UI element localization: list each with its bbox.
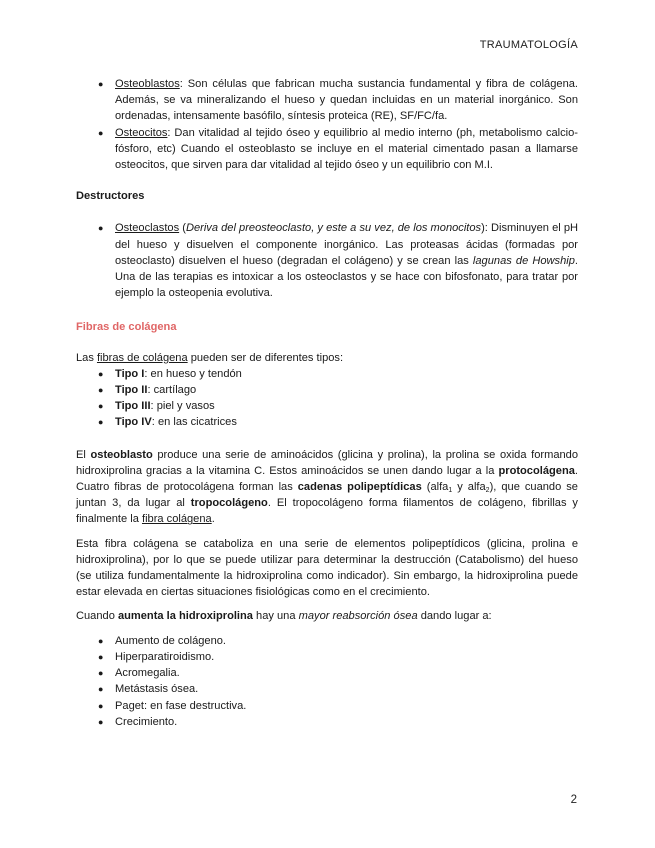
page-content (76, 76, 578, 730)
tipo-desc: : cartílago (147, 384, 197, 397)
intro-pre: Las (76, 351, 97, 364)
subscript: 2 (485, 487, 490, 495)
list-item-osteoclastos (76, 220, 578, 301)
causa-text: Paget: en fase destructiva. (115, 699, 247, 712)
list-item-tipo (76, 414, 578, 430)
text: ), que cuando se juntan 3, da lugar al (76, 481, 578, 510)
list-item-osteocitos (76, 125, 578, 174)
term-osteoblastos: Osteoblastos (115, 78, 180, 90)
osteoclastos-origin-note: Deriva del preosteoclasto, y este a su vez, de los monocitos (185, 222, 482, 235)
term-protocolagena: protocolágena (498, 464, 575, 477)
subscript: 1 (448, 487, 453, 495)
causa-text: Aumento de colágeno. (115, 634, 227, 647)
text: y alfa (452, 481, 486, 494)
paragraph-osteoblasto (76, 447, 578, 528)
bullet-icon: ● (98, 700, 104, 711)
list-item-causa (76, 714, 578, 730)
section-heading-fibras: Fibras de colágena (76, 321, 177, 334)
tipo-label: Tipo IV (115, 416, 152, 429)
destructores-list (76, 220, 578, 301)
text: (alfa (421, 481, 449, 494)
text: El (76, 448, 91, 461)
causa-text: Hiperparatiroidismo. (115, 650, 215, 663)
tipo-label: Tipo I (115, 367, 145, 380)
tipo-desc: : piel y vasos (150, 400, 215, 413)
fibras-intro (76, 350, 578, 366)
bullet-icon: ● (98, 716, 104, 727)
list-item-tipo (76, 398, 578, 414)
list-item-causa (76, 698, 578, 714)
paragraph-hidroxiprolina (76, 608, 578, 624)
fibras-link: fibras de colágena (96, 351, 188, 364)
osteocitos-text: : Dan vitalidad al tejido óseo y equilibrio al medio interno (ph, metabolismo calcio-fósforo, etc) Cuando el osteoblasto se incluye en el material cimentado pasan a llamarse osteocitos, que sirven para dar vitalidad al tejido óseo y un equilibrio con M.I. (115, 126, 578, 172)
tipo-label: Tipo III (115, 400, 151, 413)
paren-open: ( (179, 222, 186, 235)
term-osteoclastos: Osteoclastos (115, 222, 180, 235)
causa-text: Metástasis ósea. (115, 683, 199, 696)
text: . El tropocolágeno forma filamentos de colágeno, fibrillas y finalmente la (76, 497, 578, 526)
bullet-icon: ● (98, 385, 104, 396)
term-reabsorcion: mayor reabsorción ósea (298, 610, 418, 623)
list-item-osteoblastos (76, 76, 578, 125)
page-number: 2 (570, 794, 577, 806)
term-osteoblasto: osteoblasto (90, 448, 153, 461)
list-item-causa (76, 649, 578, 665)
term-tropocolageno: tropocolágeno (190, 497, 268, 510)
intro-post: pueden ser de diferentes tipos: (187, 351, 344, 364)
osteoblastos-text: : Son células que fabrican mucha sustancia fundamental y fibra de colágena. Además, se va mineralizando el hueso y quedan incluidas en un material inorgánico. Son ordenadas, intensamente basófilo, síntesis proteica (RE), SF/FC/fa. (115, 78, 578, 123)
term-cadenas: cadenas polipeptídicas (297, 481, 422, 494)
bullet-icon: ● (98, 79, 104, 89)
tipos-list (76, 366, 578, 431)
bullet-icon: ● (98, 401, 104, 412)
bullet-icon: ● (98, 684, 104, 695)
bullet-icon: ● (98, 417, 104, 428)
term-fibra-colagena: fibra colágena (141, 513, 212, 526)
osteoclastos-text-2: . Una de las terapias es intoxicar a los osteoclastos y se hace con bifosfonato, para tratar por ejemplo la osteopenia evolutiva. (115, 254, 578, 300)
bullet-icon: ● (98, 651, 104, 662)
section-heading-destructores: Destructores (76, 190, 145, 203)
list-item-tipo (76, 382, 578, 398)
text: . (211, 513, 215, 526)
bullet-icon: ● (98, 635, 104, 646)
lagunas-howship: lagunas de Howship (472, 254, 575, 267)
bullet-icon: ● (98, 668, 104, 679)
tipo-desc: : en las cicatrices (151, 416, 237, 429)
list-item-tipo (76, 366, 578, 382)
list-item-causa (76, 681, 578, 697)
page-header: TRAUMATOLOGÍA (479, 39, 578, 51)
bullet-icon: ● (98, 127, 104, 138)
text: Cuando (76, 610, 118, 623)
causa-text: Acromegalia. (115, 667, 180, 680)
paragraph-catabolismo: Esta fibra colágena se cataboliza en una serie de elementos polipeptídicos (glicina, prolina e hidroxiprolina), por lo que se puede utilizar para determinar la destrucción (Catabolismo) del hueso (se utiliza fundamentalmente la hidroxiprolina como indicador). Sin embargo, la hidroxiprolina puede estar elevada en ciertas situaciones fisiológicas como en el crecimiento. (76, 537, 578, 599)
term-aumenta: aumenta la hidroxiprolina (117, 610, 253, 623)
text: dando lugar a: (417, 610, 492, 623)
text: hay una (252, 610, 299, 623)
causas-list (76, 633, 578, 730)
text: produce una serie de aminoácidos (glicina y prolina), la prolina se oxida formando hidroxiprolina gracias a la vitamina C. Estos aminoácidos se unen dando lugar a la (76, 448, 578, 477)
tipo-label: Tipo II (115, 384, 148, 397)
tipo-desc: : en hueso y tendón (144, 367, 242, 380)
formadores-list (76, 76, 578, 173)
text: . Cuatro fibras de protocolágena forman las (76, 464, 578, 494)
bullet-icon: ● (98, 368, 104, 379)
list-item-causa (76, 665, 578, 681)
list-item-causa (76, 633, 578, 649)
osteoclastos-text-1: ): Disminuyen el pH del hueso y disuelven el componente inorgánico. Las proteasas ácidas (formadas por osteoclasto) disuelven el hueso (degradan el colágeno) y se crean las (115, 222, 579, 267)
term-osteocitos: Osteocitos (115, 126, 168, 139)
causa-text: Crecimiento. (115, 715, 178, 728)
bullet-icon: ● (98, 223, 104, 234)
